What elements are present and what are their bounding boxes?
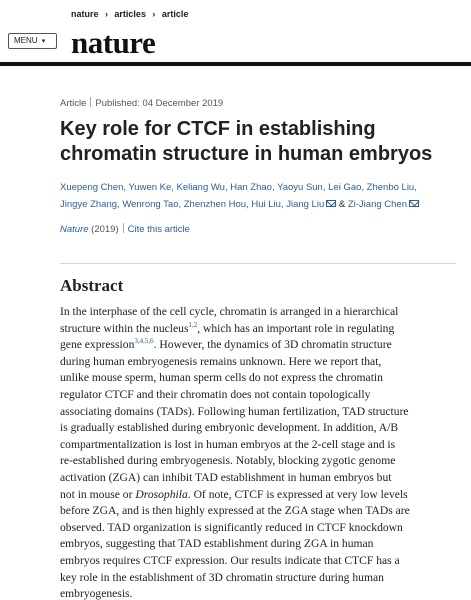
cite-article-link[interactable]: Cite this article [127, 224, 190, 235]
published-date: Published: 04 December 2019 [95, 98, 224, 109]
abstract-line: regulator CTCF and their chromatin does not contain topologically [60, 387, 371, 401]
article-title-line: chromatin structure in human embryos [60, 143, 433, 165]
breadcrumb-separator: › [152, 9, 156, 19]
abstract-line: re-established during embryogenesis. Notably, blocking zygotic genome [60, 454, 396, 468]
abstract-line [60, 337, 465, 354]
abstract-line: during human embryogenesis remains unknown. Here we report that, [60, 354, 382, 368]
abstract-body [60, 304, 465, 600]
abstract-line: associating domains (TADs). Following human fertilization, TAD structure [60, 404, 409, 418]
abstract-heading: Abstract [60, 276, 124, 295]
abstract-line [60, 487, 465, 504]
abstract-line: embryos requires CTCF expression. Our results indicate that CTCF has a [60, 553, 400, 567]
article-title-line: Key role for CTCF in establishing [60, 118, 376, 140]
breadcrumb [0, 0, 471, 22]
abstract-line: embryogenesis. [60, 587, 133, 600]
abstract-line [60, 321, 465, 338]
abstract-line: activation (ZGA) can inhibit TAD establishment in human embryos but [60, 470, 392, 484]
site-header [0, 22, 471, 66]
email-icon[interactable] [409, 200, 419, 207]
chevron-down-icon: ▾ [41, 38, 46, 45]
abstract-line: In the interphase of the cell cycle, chromatin is arranged in a hierarchical [60, 305, 399, 318]
author-list [60, 179, 440, 213]
abstract-line: before ZGA, and is then highly expressed at the ZGA stage when TADs are [60, 504, 410, 518]
article-title [60, 117, 440, 167]
email-icon[interactable] [326, 200, 336, 207]
journal-info [60, 223, 471, 237]
abstract-line: is gradually established during embryonic development. In addition, A/B [60, 421, 399, 435]
meta-divider [123, 223, 124, 233]
abstract-text: . However, the dynamics of 3D chromatin structure [153, 338, 392, 352]
breadcrumb-separator: › [104, 9, 108, 19]
journal-name[interactable]: Nature [60, 224, 89, 235]
menu-button[interactable] [8, 33, 57, 49]
abstract-line: observed. TAD organization is significantly reduced in CTCF knockdown [60, 520, 403, 534]
authors-line-2[interactable]: Jingye Zhang, Wenrong Tao, Zhenzhen Hou, Hui Liu, Jiang Liu [60, 199, 325, 210]
abstract-text: , which has an important role in regulating [197, 321, 395, 335]
section-divider [60, 263, 456, 264]
breadcrumb-item-articles[interactable]: articles [114, 9, 146, 19]
abstract-text: . Of note, CTCF is expressed at very low levels [187, 487, 408, 501]
abstract-line: embryos, suggesting that TAD establishment during ZGA in human [60, 537, 374, 551]
breadcrumb-item-article: article [161, 9, 189, 19]
abstract-text: structure within the nucleus [60, 321, 189, 335]
author-corresponding[interactable]: Zi-Jiang Chen [347, 199, 407, 210]
citation-link[interactable]: 1,2 [188, 320, 198, 329]
article-meta [60, 97, 471, 111]
abstract-text: gene expression [60, 338, 135, 352]
abstract-line: compartmentalization is lost in human embryos at the 2-cell stage and is [60, 437, 396, 451]
breadcrumb-item-home[interactable]: nature [71, 9, 99, 19]
article-type: Article [60, 98, 87, 109]
authors-ampersand: & [336, 199, 348, 210]
authors-line-1[interactable]: Xuepeng Chen, Yuwen Ke, Keliang Wu, Han Zhao, Yaoyu Sun, Lei Gao, Zhenbo Liu, [60, 182, 417, 193]
abstract-text: not in mouse or [60, 487, 136, 501]
nature-logo[interactable]: nature [71, 25, 156, 60]
meta-divider [90, 97, 91, 107]
abstract-line: key role in the establishment of 3D chromatin structure during human [60, 570, 384, 584]
journal-year: (2019) [88, 224, 119, 235]
menu-label: MENU [14, 36, 38, 45]
abstract-line: unlike mouse sperm, human sperm cells do not express the chromatin [60, 371, 383, 385]
article-main [0, 97, 471, 600]
abstract-italic: Drosophila [135, 487, 188, 501]
citation-link[interactable]: 3,4,5,6 [134, 337, 154, 346]
